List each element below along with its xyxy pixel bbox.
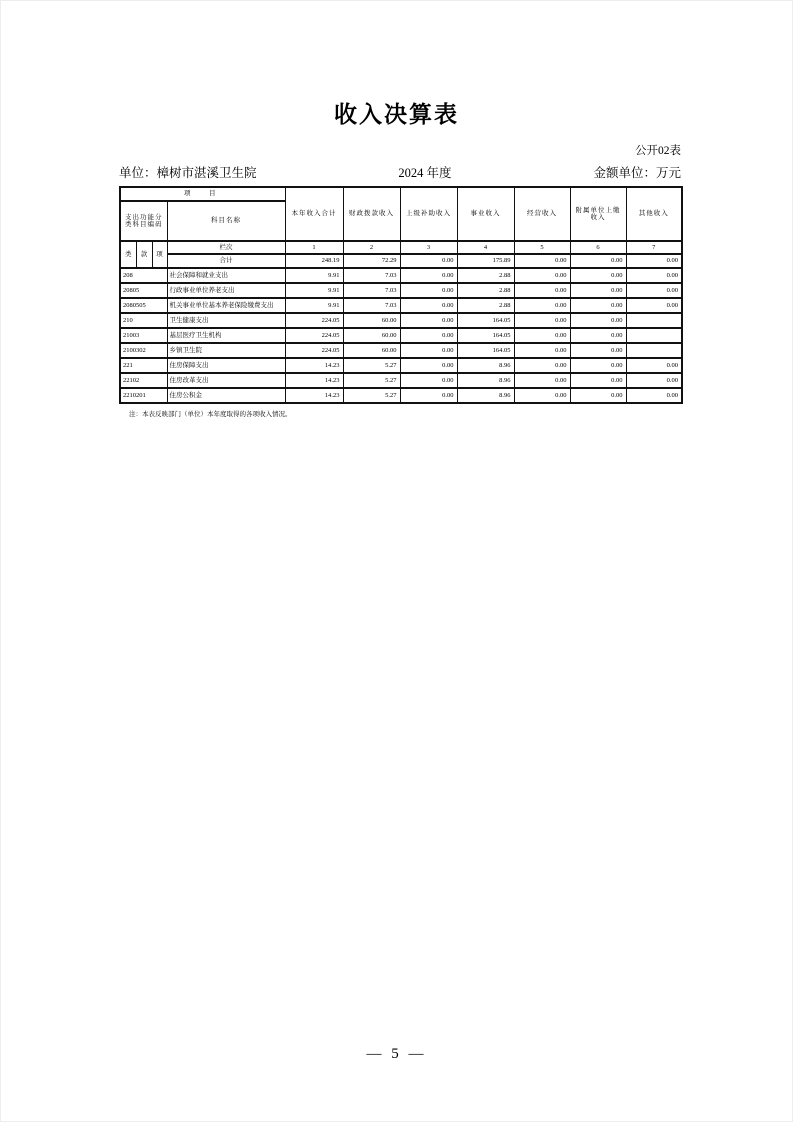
table-row bbox=[120, 358, 682, 373]
table-row bbox=[120, 373, 682, 388]
code-cell: 210 bbox=[120, 313, 167, 328]
value-cell: 0.00 bbox=[514, 388, 570, 403]
value-cell: 0.00 bbox=[626, 358, 682, 373]
page-number: — 5 — bbox=[366, 1046, 427, 1062]
value-cell: 0.00 bbox=[514, 328, 570, 343]
value-cell: 8.96 bbox=[457, 388, 514, 403]
lane-number: 2 bbox=[343, 241, 400, 254]
value-cell: 7.03 bbox=[343, 268, 400, 283]
fiscal-year-label: 2024 年度 bbox=[398, 166, 452, 180]
amount-unit-label: 金额单位：万元 bbox=[593, 166, 681, 180]
value-cell: 248.19 bbox=[285, 254, 343, 268]
header-code-sub: 款 bbox=[136, 241, 152, 268]
header-column: 事业收入 bbox=[457, 187, 514, 241]
lane-number: 3 bbox=[400, 241, 457, 254]
value-cell: 7.03 bbox=[343, 298, 400, 313]
value-cell bbox=[626, 343, 682, 358]
value-cell: 0.00 bbox=[514, 254, 570, 268]
header-code-sub: 类 bbox=[120, 241, 136, 268]
code-cell: 21003 bbox=[120, 328, 167, 343]
code-cell: 221 bbox=[120, 358, 167, 373]
value-cell: 0.00 bbox=[570, 298, 626, 313]
value-cell: 0.00 bbox=[626, 298, 682, 313]
value-cell: 0.00 bbox=[514, 373, 570, 388]
value-cell: 2.88 bbox=[457, 283, 514, 298]
value-cell: 9.91 bbox=[285, 298, 343, 313]
name-cell: 卫生健康支出 bbox=[167, 313, 285, 328]
value-cell: 0.00 bbox=[514, 283, 570, 298]
value-cell: 224.05 bbox=[285, 328, 343, 343]
content-area bbox=[119, 142, 681, 418]
code-cell: 20805 bbox=[120, 283, 167, 298]
value-cell: 175.89 bbox=[457, 254, 514, 268]
total-label: 合计 bbox=[167, 254, 285, 268]
value-cell: 72.29 bbox=[343, 254, 400, 268]
table-row bbox=[120, 313, 682, 328]
table-row bbox=[120, 241, 682, 254]
table-row bbox=[120, 254, 682, 268]
value-cell: 0.00 bbox=[400, 283, 457, 298]
value-cell: 0.00 bbox=[570, 373, 626, 388]
header-column: 本年收入合计 bbox=[285, 187, 343, 241]
name-cell: 乡镇卫生院 bbox=[167, 343, 285, 358]
table-body bbox=[120, 187, 682, 403]
lane-number: 4 bbox=[457, 241, 514, 254]
lane-number: 5 bbox=[514, 241, 570, 254]
value-cell: 0.00 bbox=[400, 358, 457, 373]
header-code-sub: 项 bbox=[152, 241, 167, 268]
value-cell: 5.27 bbox=[343, 388, 400, 403]
unit-label: 单位：樟树市湛溪卫生院 bbox=[119, 166, 257, 180]
value-cell: 0.00 bbox=[514, 268, 570, 283]
value-cell: 224.05 bbox=[285, 313, 343, 328]
lane-number: 7 bbox=[626, 241, 682, 254]
value-cell: 164.05 bbox=[457, 313, 514, 328]
value-cell: 0.00 bbox=[626, 254, 682, 268]
header-column: 上级补助收入 bbox=[400, 187, 457, 241]
name-cell: 住房保障支出 bbox=[167, 358, 285, 373]
value-cell: 5.27 bbox=[343, 358, 400, 373]
value-cell: 0.00 bbox=[400, 328, 457, 343]
value-cell: 164.05 bbox=[457, 328, 514, 343]
value-cell: 9.91 bbox=[285, 268, 343, 283]
value-cell: 60.00 bbox=[343, 328, 400, 343]
lane-label: 栏次 bbox=[167, 241, 285, 254]
value-cell: 0.00 bbox=[400, 298, 457, 313]
value-cell: 14.23 bbox=[285, 373, 343, 388]
meta-row bbox=[119, 163, 681, 181]
value-cell: 14.23 bbox=[285, 358, 343, 373]
code-cell: 22102 bbox=[120, 373, 167, 388]
header-column: 财政拨款收入 bbox=[343, 187, 400, 241]
value-cell: 0.00 bbox=[514, 343, 570, 358]
header-column: 其他收入 bbox=[626, 187, 682, 241]
value-cell: 0.00 bbox=[514, 313, 570, 328]
value-cell: 8.96 bbox=[457, 373, 514, 388]
value-cell: 164.05 bbox=[457, 343, 514, 358]
value-cell: 60.00 bbox=[343, 343, 400, 358]
value-cell: 8.96 bbox=[457, 358, 514, 373]
value-cell: 0.00 bbox=[570, 388, 626, 403]
value-cell: 0.00 bbox=[570, 283, 626, 298]
value-cell: 0.00 bbox=[570, 343, 626, 358]
table-row bbox=[120, 187, 682, 201]
value-cell: 9.91 bbox=[285, 283, 343, 298]
value-cell bbox=[626, 313, 682, 328]
value-cell: 0.00 bbox=[400, 388, 457, 403]
value-cell: 0.00 bbox=[570, 328, 626, 343]
value-cell: 14.23 bbox=[285, 388, 343, 403]
table-row bbox=[120, 328, 682, 343]
value-cell: 0.00 bbox=[626, 373, 682, 388]
value-cell: 0.00 bbox=[570, 313, 626, 328]
value-cell: 0.00 bbox=[400, 343, 457, 358]
value-cell: 0.00 bbox=[570, 254, 626, 268]
name-cell: 住房改革支出 bbox=[167, 373, 285, 388]
code-cell: 2080505 bbox=[120, 298, 167, 313]
header-item: 项 目 bbox=[120, 187, 285, 201]
code-cell: 2100302 bbox=[120, 343, 167, 358]
code-cell: 208 bbox=[120, 268, 167, 283]
code-cell: 2210201 bbox=[120, 388, 167, 403]
value-cell: 0.00 bbox=[400, 313, 457, 328]
value-cell: 5.27 bbox=[343, 373, 400, 388]
header-subject: 科目名称 bbox=[167, 201, 285, 241]
table-row bbox=[120, 298, 682, 313]
value-cell: 0.00 bbox=[626, 283, 682, 298]
name-cell: 行政事业单位养老支出 bbox=[167, 283, 285, 298]
value-cell: 0.00 bbox=[570, 268, 626, 283]
table-row bbox=[120, 268, 682, 283]
value-cell bbox=[626, 328, 682, 343]
header-column: 附属单位上缴收入 bbox=[570, 187, 626, 241]
value-cell: 0.00 bbox=[514, 358, 570, 373]
header-code: 支出功能分类科目编码 bbox=[120, 201, 167, 241]
value-cell: 0.00 bbox=[570, 358, 626, 373]
value-cell: 0.00 bbox=[626, 388, 682, 403]
lane-number: 6 bbox=[570, 241, 626, 254]
page-title: 收入决算表 bbox=[334, 101, 459, 127]
value-cell: 7.03 bbox=[343, 283, 400, 298]
header-column: 经营收入 bbox=[514, 187, 570, 241]
table-code-label: 公开02表 bbox=[635, 145, 681, 157]
lane-number: 1 bbox=[285, 241, 343, 254]
name-cell: 机关事业单位基本养老保险缴费支出 bbox=[167, 298, 285, 313]
value-cell: 0.00 bbox=[514, 298, 570, 313]
name-cell: 基层医疗卫生机构 bbox=[167, 328, 285, 343]
table-row bbox=[120, 343, 682, 358]
table-row bbox=[120, 283, 682, 298]
value-cell: 2.88 bbox=[457, 268, 514, 283]
value-cell: 0.00 bbox=[400, 268, 457, 283]
value-cell: 2.88 bbox=[457, 298, 514, 313]
value-cell: 0.00 bbox=[400, 254, 457, 268]
value-cell: 224.05 bbox=[285, 343, 343, 358]
table-row bbox=[120, 388, 682, 403]
income-table bbox=[119, 186, 683, 404]
name-cell: 住房公积金 bbox=[167, 388, 285, 403]
value-cell: 0.00 bbox=[626, 268, 682, 283]
footnote: 注：本表反映部门（单位）本年度取得的各项收入情况。 bbox=[129, 411, 292, 418]
value-cell: 60.00 bbox=[343, 313, 400, 328]
value-cell: 0.00 bbox=[400, 373, 457, 388]
name-cell: 社会保障和就业支出 bbox=[167, 268, 285, 283]
